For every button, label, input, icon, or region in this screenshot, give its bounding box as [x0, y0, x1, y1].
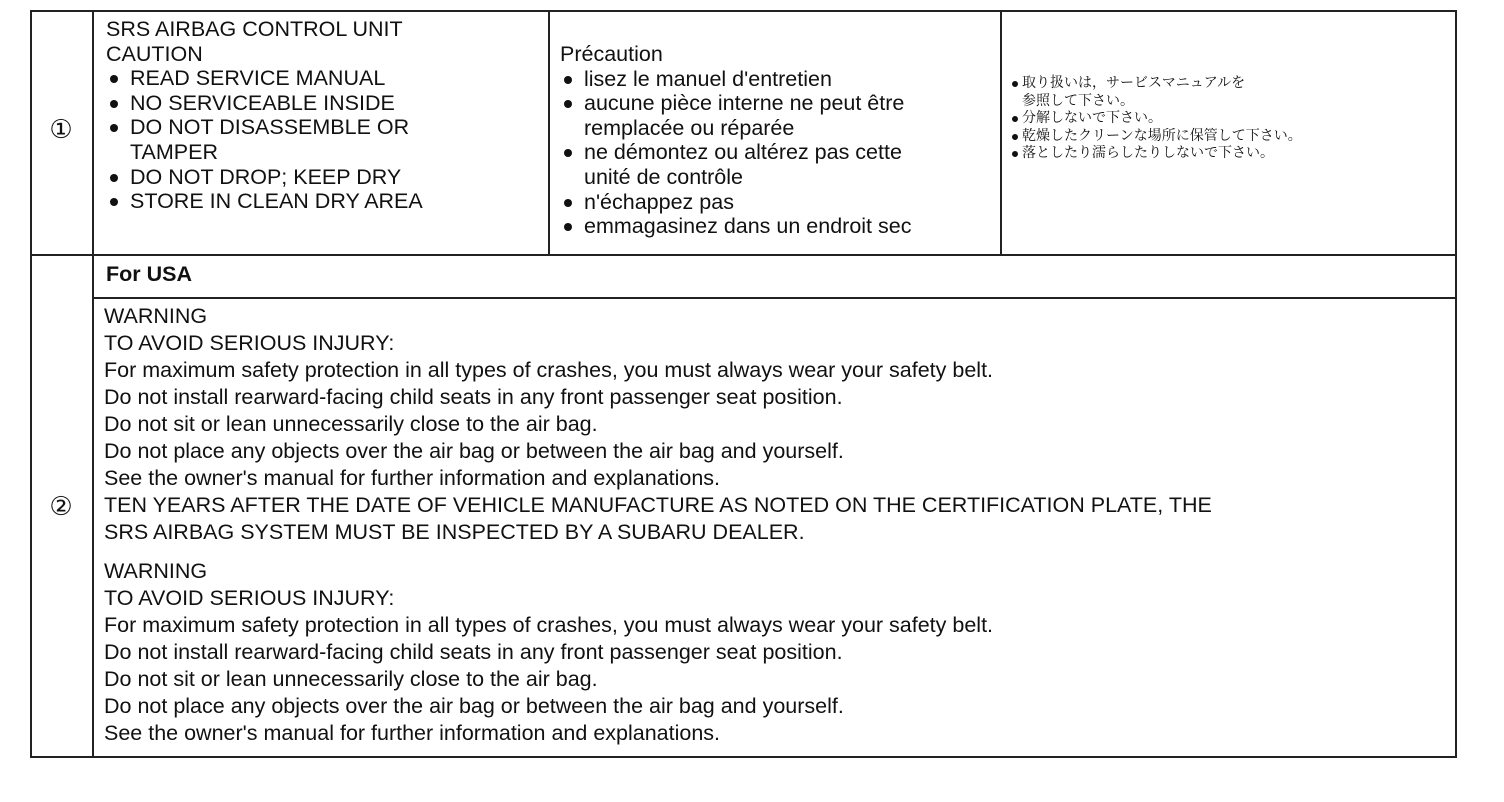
french-item: n'échappez pas — [560, 190, 911, 215]
warning-line: Do not install rearward-facing child seats in any front passenger seat position. — [104, 640, 843, 664]
japanese-item: 取り扱いは，サービスマニュアルを — [1011, 75, 1302, 93]
row-divider — [30, 254, 1457, 256]
french-heading: Précaution — [560, 42, 663, 66]
row-number-2: ② — [49, 492, 73, 522]
english-item: DO NOT DROP; KEEP DRY — [106, 165, 423, 190]
french-item: lisez le manuel d'entretien — [560, 67, 911, 92]
french-caution-cell — [560, 42, 911, 239]
english-item: STORE IN CLEAN DRY AREA — [106, 189, 423, 214]
japanese-item-continuation: 参照して下さい。 — [1022, 92, 1134, 109]
warning-line: Do not install rearward-facing child seats in any front passenger seat position. — [104, 385, 843, 409]
english-item: READ SERVICE MANUAL — [106, 66, 423, 91]
french-item-continuation: unité de contrôle — [584, 164, 743, 189]
warning-line: TEN YEARS AFTER THE DATE OF VEHICLE MANUFACTURE AS NOTED ON THE CERTIFICATION PLATE, THE — [104, 493, 1212, 517]
english-heading: SRS AIRBAG CONTROL UNIT — [106, 17, 403, 41]
warning-line: TO AVOID SERIOUS INJURY: — [104, 586, 395, 610]
french-item: ne démontez ou altérez pas cette — [560, 140, 911, 165]
french-item: emmagasinez dans un endroit sec — [560, 214, 911, 239]
warning-line: See the owner's manual for further information and explanations. — [104, 466, 721, 490]
warning-line: See the owner's manual for further information and explanations. — [104, 721, 721, 745]
japanese-item: 乾燥したクリーンな場所に保管して下さい。 — [1011, 128, 1302, 146]
warning-line: WARNING — [104, 559, 208, 583]
french-item-continuation: remplacée ou réparée — [584, 115, 795, 140]
japanese-item: 分解しないで下さい。 — [1011, 110, 1302, 128]
for-usa-heading: For USA — [106, 262, 192, 286]
japanese-item: 落としたり濡らしたりしないで下さい。 — [1011, 145, 1302, 163]
warning-block-1 — [104, 303, 1212, 546]
english-caution-label: CAUTION — [106, 41, 203, 66]
english-item: DO NOT DISASSEMBLE OR — [106, 115, 423, 140]
warning-line: Do not place any objects over the air bag or between the air bag and yourself. — [104, 439, 844, 463]
french-item: aucune pièce interne ne peut être — [560, 91, 911, 116]
column-divider-french-japanese — [1000, 10, 1002, 255]
warning-line: TO AVOID SERIOUS INJURY: — [104, 331, 395, 355]
english-caution-cell — [106, 17, 423, 214]
warning-line: For maximum safety protection in all types of crashes, you must always wear your safety belt. — [104, 613, 994, 637]
warning-line: Do not sit or lean unnecessarily close to the air bag. — [104, 412, 598, 436]
row-number-1: ① — [49, 115, 73, 145]
warning-line: Do not sit or lean unnecessarily close to the air bag. — [104, 667, 598, 691]
japanese-caution-cell — [1011, 75, 1302, 163]
warning-line: Do not place any objects over the air bag or between the air bag and yourself. — [104, 694, 844, 718]
subheading-divider — [92, 297, 1457, 299]
warning-line: For maximum safety protection in all types of crashes, you must always wear your safety belt. — [104, 358, 994, 382]
column-divider-number — [92, 10, 94, 758]
column-divider-english-french — [548, 10, 550, 255]
warning-line: SRS AIRBAG SYSTEM MUST BE INSPECTED BY A SUBARU DEALER. — [104, 520, 805, 544]
english-item: NO SERVICEABLE INSIDE — [106, 91, 423, 116]
english-item-continuation: TAMPER — [130, 139, 218, 164]
warning-block-2 — [104, 558, 993, 747]
warning-line: WARNING — [104, 304, 208, 328]
